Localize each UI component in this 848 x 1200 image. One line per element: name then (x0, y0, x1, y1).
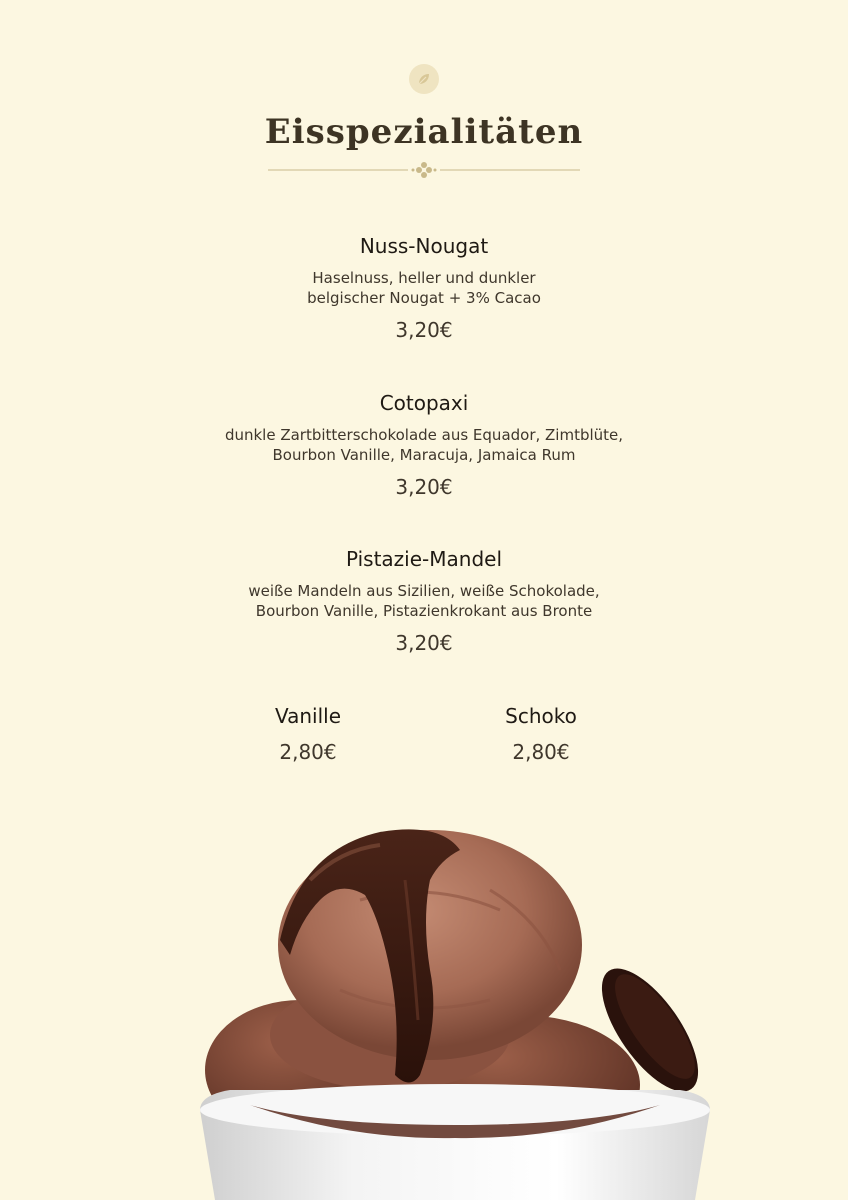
item-description (0, 268, 848, 308)
item-price: 3,20€ (395, 631, 453, 655)
item-description-line: belgischer Nougat + 3% Cacao (307, 289, 541, 307)
item-name: Pistazie-Mandel (345, 547, 502, 571)
menu-item-cotopaxi (0, 389, 848, 501)
ice-cream-bowl-image (190, 820, 720, 1200)
item-description-line: weiße Mandeln aus Sizilien, weiße Schokolade, (248, 582, 600, 600)
item-name: Cotopaxi (379, 391, 469, 415)
item-description-line: Bourbon Vanille, Maracuja, Jamaica Rum (272, 446, 576, 464)
item-description-line: Haselnuss, heller und dunkler (312, 269, 536, 287)
page-title: Eisspezialitäten (264, 112, 584, 152)
item-name: Schoko (505, 704, 577, 728)
item-name: Nuss-Nougat (359, 234, 489, 258)
item-price: 3,20€ (395, 318, 453, 342)
item-description-line: dunkle Zartbitterschokolade aus Equador, Zimtblüte, (224, 426, 624, 444)
item-name: Vanille (274, 704, 342, 728)
item-price: 2,80€ (512, 740, 570, 764)
item-description (0, 581, 848, 621)
menu-item-pistazie-mandel (0, 545, 848, 657)
menu-item-nuss-nougat (0, 232, 848, 344)
menu-item-schoko (441, 702, 641, 766)
menu-item-vanille (208, 702, 408, 766)
item-price: 2,80€ (279, 740, 337, 764)
item-description-line: Bourbon Vanille, Pistazienkrokant aus Bronte (255, 602, 593, 620)
item-price: 3,20€ (395, 475, 453, 499)
item-description (0, 425, 848, 465)
leaf-emblem-icon (409, 64, 439, 94)
ornament-divider-icon (268, 160, 580, 180)
